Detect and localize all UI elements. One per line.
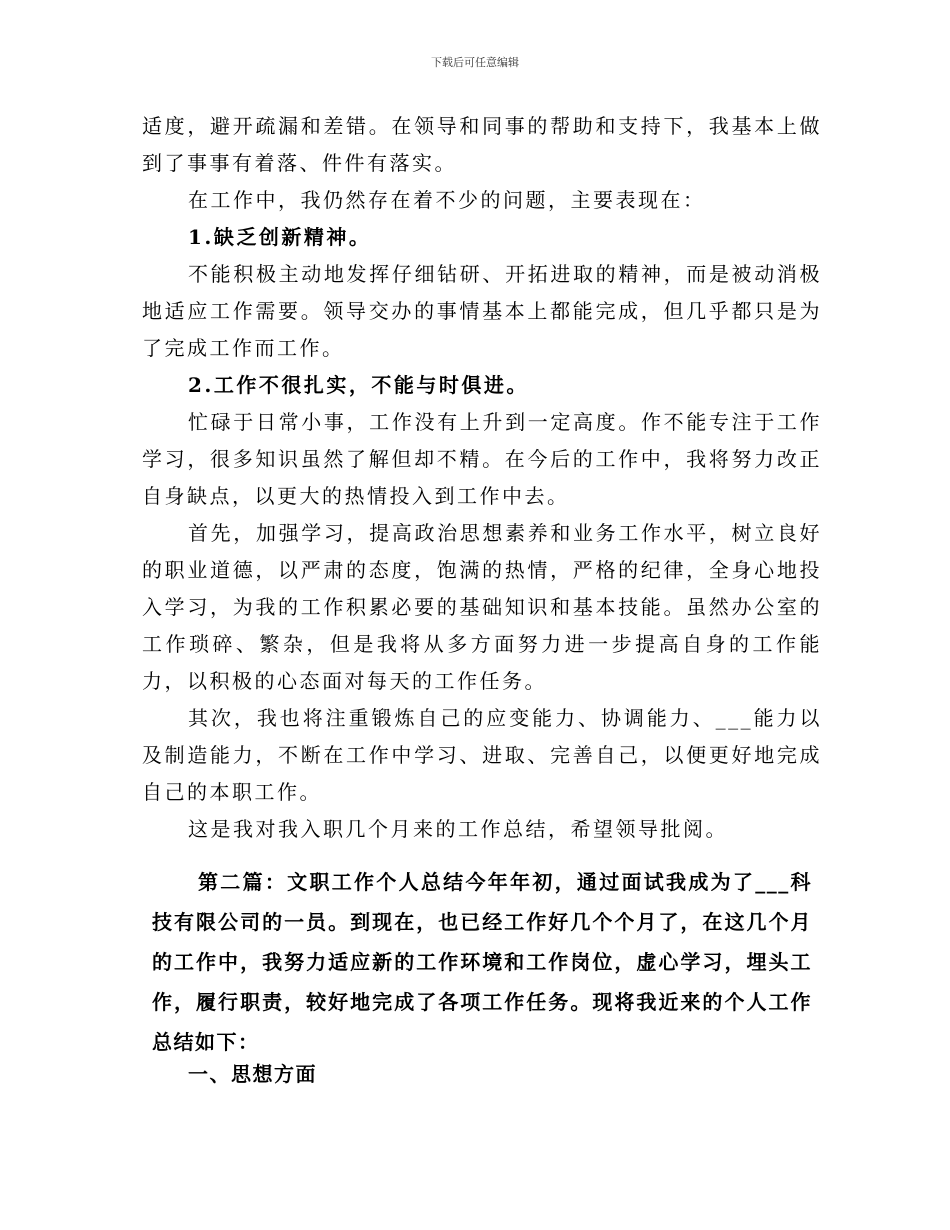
paragraph-continuation: 适度，避开疏漏和差错。在领导和同事的帮助和支持下，我基本上做到了事事有着落、件件有落实。: [142, 114, 822, 175]
section-two-intro: 第二篇：文职工作个人总结今年年初，通过面试我成为了___科技有限公司的一员。到现在，也已经工作好几个个月了，在这几个月的工作中，我努力适应新的工作环境和工作岗位，虚心学习，埋头工作，履行职责，较好地完成了各项工作任务。现将我近来的个人工作总结如下：: [152, 870, 812, 1054]
paragraph-closing: 这是我对我入职几个月来的工作总结，希望领导批阅。: [188, 817, 728, 841]
paragraph-problems-intro: 在工作中，我仍然存在着不少的问题，主要表现在：: [188, 188, 706, 212]
section-heading-thought: 一、思想方面: [188, 1062, 317, 1086]
paragraph-second: 其次，我也将注重锻炼自己的应变能力、协调能力、___能力以及制造能力，不断在工作中学习、进取、完善自己，以便更好地完成自己的本职工作。: [142, 706, 822, 804]
paragraph-innovation: 不能积极主动地发挥仔细钻研、开拓进取的精神，而是被动消极地适应工作需要。领导交办的事情基本上都能完成，但几乎都只是为了完成工作而工作。: [142, 262, 822, 360]
page-header-note: 下载后可任意编辑: [431, 56, 519, 69]
section-two: [152, 862, 812, 1062]
subheading-solid-work: 2.工作不很扎实，不能与时俱进。: [188, 373, 529, 397]
subheading-innovation: 1.缺乏创新精神。: [188, 225, 372, 249]
document-body: [142, 108, 822, 848]
paragraph-solid-work: 忙碌于日常小事，工作没有上升到一定高度。作不能专注于工作学习，很多知识虽然了解但却不精。在今后的工作中，我将努力改正自身缺点，以更大的热情投入到工作中去。: [142, 410, 822, 508]
paragraph-first: 首先，加强学习，提高政治思想素养和业务工作水平，树立良好的职业道德，以严肃的态度，饱满的热情，严格的纪律，全身心地投入学习，为我的工作积累必要的基础知识和基本技能。虽然办公室的工作琐碎、繁杂，但是我将从多方面努力进一步提高自身的工作能力，以积极的心态面对每天的工作任务。: [142, 521, 822, 693]
